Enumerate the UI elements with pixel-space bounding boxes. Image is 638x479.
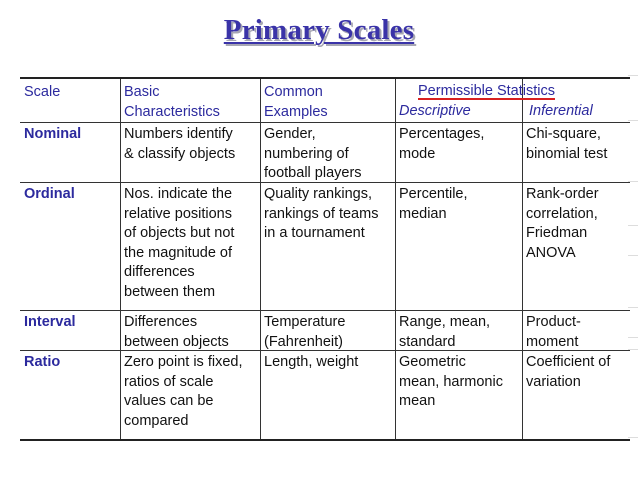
row-ratio-basic: Zero point is fixed, ratios of scale values can be compared: [124, 354, 243, 429]
row-ordinal-common: Quality rankings, rankings of teams in a tournament: [264, 186, 379, 241]
row-interval-scale: Interval: [24, 314, 76, 330]
row-divider: [20, 310, 630, 311]
column-divider: [522, 79, 523, 439]
column-divider: [395, 79, 396, 439]
edge-decoration: [628, 75, 638, 440]
row-nominal-common: Gender, numbering of football players: [264, 126, 362, 181]
row-nominal-descriptive: Percentages, mode: [399, 126, 485, 162]
row-ordinal-basic: Nos. indicate the relative positions of objects but not the magnitude of differences between them: [124, 186, 235, 300]
header-scale: Scale: [24, 84, 61, 100]
row-nominal-inferential: Chi-square, binomial test: [526, 126, 608, 162]
row-ratio-scale: Ratio: [24, 354, 61, 370]
row-ratio-descriptive: Geometric mean, harmonic mean: [399, 354, 503, 409]
header-basic-characteristics: Basic Characteristics: [124, 84, 220, 120]
header-inferential: Inferential: [529, 103, 593, 119]
row-ratio-inferential: Coefficient of variation: [526, 354, 611, 390]
row-interval-basic: Differences between objects: [124, 314, 229, 350]
row-interval-common: Temperature (Fahrenheit): [264, 314, 346, 350]
row-ratio-common: Length, weight: [264, 354, 359, 370]
row-ordinal-inferential: Rank-order correlation, Friedman ANOVA: [526, 186, 599, 261]
header-descriptive: Descriptive: [399, 103, 471, 119]
row-interval-inferential: Product- moment: [526, 314, 581, 350]
header-permissible-statistics: Permissible Statistics: [418, 83, 555, 99]
row-divider: [20, 122, 630, 123]
column-divider: [120, 79, 121, 439]
header-common-examples: Common Examples: [264, 84, 328, 120]
row-interval-descriptive: Range, mean, standard: [399, 314, 491, 350]
row-ordinal-descriptive: Percentile, median: [399, 186, 468, 222]
row-nominal-scale: Nominal: [24, 126, 82, 142]
row-nominal-basic: Numbers identify & classify objects: [124, 126, 236, 162]
row-ordinal-scale: Ordinal: [24, 186, 75, 202]
scales-table: [20, 77, 630, 441]
page-title: Primary Scales: [223, 14, 415, 46]
column-divider: [260, 79, 261, 439]
